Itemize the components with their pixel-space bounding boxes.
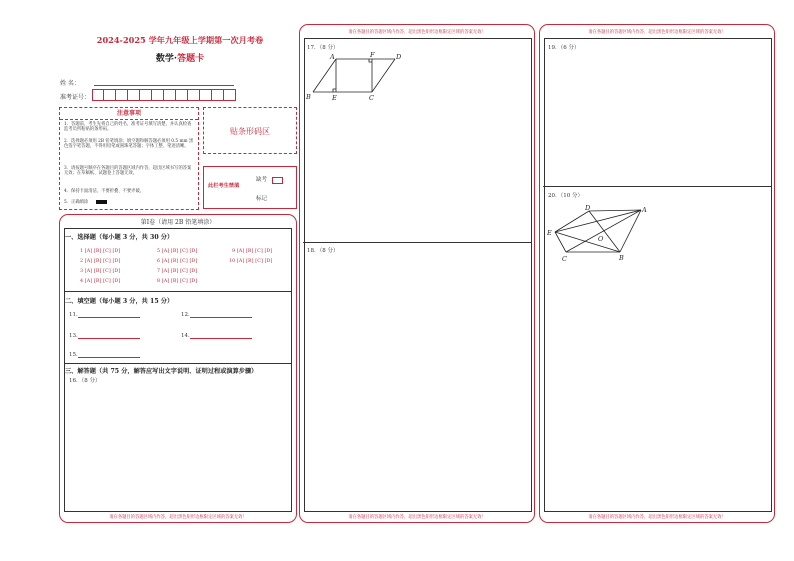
choice-row-10[interactable]: 10 [A] [B] [C] [D]: [229, 259, 273, 264]
q17-point-e: E: [332, 94, 337, 102]
q17-point-c: C: [369, 94, 374, 102]
q17-q18-divider: [303, 242, 531, 243]
right-warning-bottom: 请在各题目的答题区域内作答，超出黑色矩形边框限定区域的答案无效！: [588, 515, 726, 520]
segment-ea: [555, 210, 641, 232]
name-label: 姓 名：: [60, 80, 80, 87]
q19-q20-divider: [543, 186, 771, 187]
segment-da: [589, 210, 641, 211]
note-item-5: [64, 200, 194, 205]
section-divider-1: [64, 291, 292, 292]
note-item-5-text: 5．正确填涂: [64, 200, 89, 205]
barcode-label: 贴条形码区: [230, 127, 270, 136]
note-item-4: 4．保持卡面清洁，不要折叠、不要弄破。: [64, 189, 145, 194]
name-underline[interactable]: [94, 85, 234, 86]
blank-15[interactable]: 15.: [69, 352, 140, 358]
right-angle-f: [369, 59, 372, 62]
segment-ca: [566, 210, 641, 252]
section3-title: 三、解答题（共 75 分，解答应写出文字说明、证明过程或演算步骤）: [65, 368, 258, 375]
mark-label: 标记: [256, 196, 268, 202]
note-item-2: 2．选择题必须用 2B 铅笔填涂；填空题和解答题必须用 0.5 mm 黑色签字笔答题，不得用铅笔或圆珠笔答题；字体工整、笔迹清晰。: [64, 139, 194, 150]
q17-point-b: B: [306, 93, 311, 101]
segment-dc: [372, 59, 395, 92]
q17-figure: [300, 50, 410, 106]
q20-figure: [540, 200, 650, 266]
id-label: 准考证号：: [60, 94, 91, 101]
q20-label: 20．（10 分）: [548, 193, 583, 199]
q20-point-c: C: [562, 255, 567, 263]
notes-box: [59, 107, 199, 210]
segment-db: [589, 211, 620, 252]
filled-bubble-sample: [96, 200, 107, 204]
notes-heading: 注意事项: [60, 108, 198, 120]
q20-point-a: A: [642, 206, 647, 214]
section-divider-2: [64, 363, 292, 364]
choice-row-4[interactable]: 4 [A] [B] [C] [D]: [80, 279, 121, 284]
blank-14[interactable]: 14.: [181, 333, 252, 339]
note-item-1: 1．答题前，考生先将自己的姓名，准考证号填写清楚，并认真检查监考员所粘贴的条形码。: [64, 122, 192, 133]
id-grid[interactable]: [92, 89, 236, 101]
middle-warning-bottom: 请在各题目的答题区域内作答，超出黑色矩形边框限定区域的答案无效！: [348, 515, 486, 520]
right-angle-e: [333, 89, 336, 92]
q16-label: 16．（8 分）: [69, 378, 101, 384]
choice-row-3[interactable]: 3 [A] [B] [C] [D]: [80, 269, 121, 274]
blank-11[interactable]: 11.: [69, 312, 140, 318]
segment-ab: [313, 59, 336, 92]
left-warning: 请在各题目的答题区域内作答，超出黑色矩形边框限定区域的答案无效！: [109, 515, 247, 520]
q20-point-b: B: [619, 254, 624, 262]
right-inner-frame: [544, 38, 772, 512]
q18-label: 18．（8 分）: [307, 248, 339, 254]
segment-de: [555, 211, 589, 232]
exam-subtitle: [60, 51, 300, 64]
q17-point-f: F: [370, 51, 375, 59]
blank-13[interactable]: 13.: [69, 333, 140, 339]
section2-title: 二、填空题（每小题 3 分，共 15 分）: [65, 298, 174, 305]
section1-title: 一、选择题（每小题 3 分，共 30 分）: [65, 234, 174, 241]
q20-point-o: O: [598, 235, 604, 243]
exam-title: 2024-2025 学年九年级上学期第一次月考卷: [96, 35, 264, 45]
q19-label: 19．（6 分）: [548, 45, 580, 51]
q20-point-e: E: [547, 229, 552, 237]
choice-row-9[interactable]: 9 [A] [B] [C] [D]: [232, 249, 273, 254]
subtitle-subject: 数学·: [155, 54, 178, 64]
choice-row-6[interactable]: 6 [A] [B] [C] [D]: [157, 259, 198, 264]
q17-point-d: D: [396, 53, 402, 61]
choice-row-8[interactable]: 8 [A] [B] [C] [D]: [157, 279, 198, 284]
choice-row-7[interactable]: 7 [A] [B] [C] [D]: [157, 269, 198, 274]
absent-label: 缺考: [256, 177, 268, 183]
choice-row-5[interactable]: 5 [A] [B] [C] [D]: [157, 249, 198, 254]
right-answer-panel: [539, 24, 775, 523]
q17-label: 17．（8 分）: [307, 45, 339, 51]
q20-point-d: D: [585, 204, 591, 212]
part1-header: 第Ⅰ卷（请用 2B 铅笔填涂）: [140, 219, 216, 226]
absent-box: [203, 166, 297, 209]
absent-forbidden-label: 此栏考生禁填: [208, 183, 240, 189]
q17-point-a: A: [330, 53, 335, 61]
absent-checkbox[interactable]: [272, 177, 283, 184]
note-item-3: 3．请按题号顺序在各题目的答题区域内作答，超出区域书写的答案无效；在草稿纸、试题卷上答题无效。: [64, 166, 192, 177]
subtitle-answer-card: 答题卡: [177, 54, 205, 64]
barcode-area: [203, 107, 297, 154]
middle-warning-top: 请在各题目的答题区域内作答，超出黑色矩形边框限定区域的答案无效！: [348, 30, 486, 35]
blank-12[interactable]: 12.: [181, 312, 252, 318]
middle-inner-frame: [304, 38, 532, 512]
choice-row-1[interactable]: 1 [A] [B] [C] [D]: [80, 249, 121, 254]
choice-row-2[interactable]: 2 [A] [B] [C] [D]: [80, 259, 121, 264]
right-warning-top: 请在各题目的答题区域内作答，超出黑色矩形边框限定区域的答案无效！: [588, 30, 726, 35]
